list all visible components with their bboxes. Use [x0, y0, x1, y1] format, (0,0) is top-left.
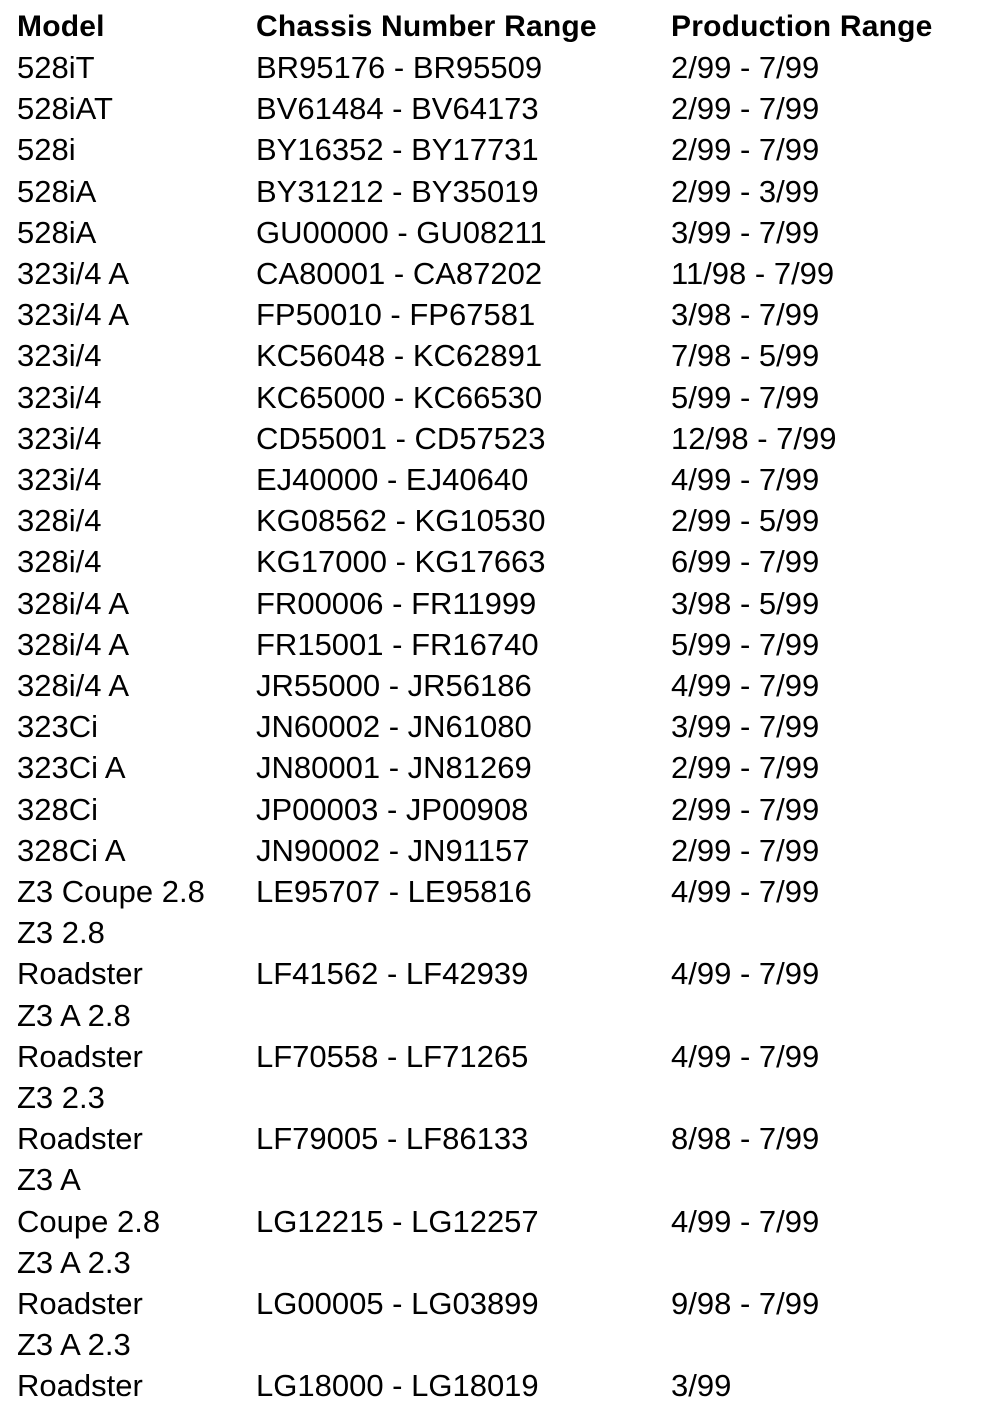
chassis-range-cell: KG17000 - KG17663 — [256, 544, 546, 579]
production-range-cell: 2/99 - 7/99 — [671, 50, 820, 85]
chassis-range-cell: GU00000 - GU08211 — [256, 215, 547, 250]
model-cell: 328i/4 — [17, 544, 102, 579]
table-row — [0, 253, 992, 294]
model-cell: 323i/4 — [17, 380, 102, 415]
chassis-range-cell: BY16352 - BY17731 — [256, 132, 539, 167]
model-cell: 528iA — [17, 174, 97, 209]
production-range-cell: 4/99 - 7/99 — [671, 1039, 820, 1074]
model-cell: Roadster — [17, 1368, 143, 1403]
production-range-cell: 4/99 - 7/99 — [671, 1204, 820, 1239]
table-row — [0, 1118, 992, 1159]
model-cell: Z3 A 2.3 — [17, 1327, 131, 1362]
table-header — [0, 6, 992, 47]
production-range-cell: 3/98 - 5/99 — [671, 586, 820, 621]
production-range-cell: 2/99 - 7/99 — [671, 91, 820, 126]
table-row — [0, 1159, 992, 1200]
production-range-cell: 3/99 — [671, 1368, 732, 1403]
production-range-cell: 3/98 - 7/99 — [671, 297, 820, 332]
chassis-range-cell: LF41562 - LF42939 — [256, 956, 529, 991]
production-range-cell: 7/98 - 5/99 — [671, 338, 820, 373]
table-row — [0, 665, 992, 706]
production-range-cell: 5/99 - 7/99 — [671, 627, 820, 662]
chassis-range-cell: JN60002 - JN61080 — [256, 709, 532, 744]
chassis-range-cell: BY31212 - BY35019 — [256, 174, 539, 209]
model-cell: 323i/4 — [17, 421, 102, 456]
model-cell: Z3 A 2.8 — [17, 998, 131, 1033]
table-row — [0, 1242, 992, 1283]
table-row — [0, 706, 992, 747]
model-cell: 323i/4 — [17, 338, 102, 373]
table-row — [0, 624, 992, 665]
table-row — [0, 789, 992, 830]
chassis-range-cell: BV61484 - BV64173 — [256, 91, 539, 126]
chassis-range-cell: JR55000 - JR56186 — [256, 668, 532, 703]
model-cell: 323i/4 — [17, 462, 102, 497]
model-cell: Z3 Coupe 2.8 — [17, 874, 205, 909]
model-cell: 328i/4 A — [17, 586, 130, 621]
chassis-range-cell: FR00006 - FR11999 — [256, 586, 537, 621]
chassis-range-cell: JN80001 - JN81269 — [256, 750, 532, 785]
model-cell: 528iA — [17, 215, 97, 250]
model-cell: 528i — [17, 132, 76, 167]
production-range-cell: 2/99 - 5/99 — [671, 503, 820, 538]
table-row — [0, 1365, 992, 1406]
chassis-range-cell: LG18000 - LG18019 — [256, 1368, 539, 1403]
table-row — [0, 459, 992, 500]
chassis-range-cell: LE95707 - LE95816 — [256, 874, 532, 909]
header-production-range: Production Range — [671, 10, 933, 43]
production-range-cell: 4/99 - 7/99 — [671, 462, 820, 497]
table-row — [0, 953, 992, 994]
model-cell: Roadster — [17, 1121, 143, 1156]
table-row — [0, 747, 992, 788]
production-range-cell: 2/99 - 7/99 — [671, 833, 820, 868]
chassis-range-cell: LF79005 - LF86133 — [256, 1121, 529, 1156]
production-range-cell: 2/99 - 3/99 — [671, 174, 820, 209]
model-cell: 323Ci A — [17, 750, 126, 785]
table-row — [0, 1077, 992, 1118]
production-range-cell: 12/98 - 7/99 — [671, 421, 837, 456]
model-cell: 528iT — [17, 50, 95, 85]
model-cell: 328i/4 — [17, 503, 102, 538]
model-cell: 328Ci A — [17, 833, 126, 868]
model-cell: 528iAT — [17, 91, 113, 126]
table-row — [0, 294, 992, 335]
chassis-range-cell: CA80001 - CA87202 — [256, 256, 543, 291]
table-row — [0, 500, 992, 541]
table-row — [0, 995, 992, 1036]
table-row — [0, 583, 992, 624]
production-range-cell: 3/99 - 7/99 — [671, 709, 820, 744]
production-range-cell: 6/99 - 7/99 — [671, 544, 820, 579]
model-cell: 323i/4 A — [17, 297, 130, 332]
production-range-cell: 4/99 - 7/99 — [671, 668, 820, 703]
chassis-range-cell: LG12215 - LG12257 — [256, 1204, 539, 1239]
table-row — [0, 1036, 992, 1077]
model-cell: Z3 A — [17, 1162, 81, 1197]
chassis-range-cell: KG08562 - KG10530 — [256, 503, 546, 538]
table-row — [0, 830, 992, 871]
production-range-cell: 9/98 - 7/99 — [671, 1286, 820, 1321]
table-row — [0, 912, 992, 953]
model-cell: 328i/4 A — [17, 627, 130, 662]
chassis-range-cell: BR95176 - BR95509 — [256, 50, 543, 85]
production-range-cell: 2/99 - 7/99 — [671, 132, 820, 167]
chassis-range-cell: LG00005 - LG03899 — [256, 1286, 539, 1321]
model-cell: 323i/4 A — [17, 256, 130, 291]
model-cell: Z3 2.3 — [17, 1080, 105, 1115]
chassis-range-cell: JN90002 - JN91157 — [256, 833, 530, 868]
chassis-range-cell: FR15001 - FR16740 — [256, 627, 539, 662]
table-row — [0, 418, 992, 459]
header-chassis-number-range: Chassis Number Range — [256, 10, 597, 43]
model-cell: Roadster — [17, 956, 143, 991]
table-row — [0, 335, 992, 376]
chassis-range-cell: KC65000 - KC66530 — [256, 380, 543, 415]
model-cell: Coupe 2.8 — [17, 1204, 161, 1239]
production-range-cell: 3/99 - 7/99 — [671, 215, 820, 250]
table-row — [0, 541, 992, 582]
model-cell: Z3 A 2.3 — [17, 1245, 131, 1280]
table-row — [0, 1324, 992, 1365]
model-cell: 328Ci — [17, 792, 98, 827]
table-row — [0, 377, 992, 418]
model-cell: Roadster — [17, 1039, 143, 1074]
table-row — [0, 1201, 992, 1242]
model-cell: Z3 2.8 — [17, 915, 105, 950]
table-row — [0, 129, 992, 170]
model-cell: 328i/4 A — [17, 668, 130, 703]
production-range-cell: 8/98 - 7/99 — [671, 1121, 820, 1156]
table-row — [0, 47, 992, 88]
table-row — [0, 871, 992, 912]
header-model: Model — [17, 10, 105, 43]
chassis-range-cell: EJ40000 - EJ40640 — [256, 462, 529, 497]
production-range-cell: 2/99 - 7/99 — [671, 750, 820, 785]
production-range-cell: 4/99 - 7/99 — [671, 956, 820, 991]
model-cell: 323Ci — [17, 709, 98, 744]
table-row — [0, 1283, 992, 1324]
production-range-cell: 4/99 - 7/99 — [671, 874, 820, 909]
model-cell: Roadster — [17, 1286, 143, 1321]
table-row — [0, 88, 992, 129]
production-range-cell: 11/98 - 7/99 — [671, 256, 835, 291]
chassis-range-cell: KC56048 - KC62891 — [256, 338, 543, 373]
table-row — [0, 212, 992, 253]
chassis-range-cell: CD55001 - CD57523 — [256, 421, 546, 456]
table-row — [0, 171, 992, 212]
chassis-range-cell: FP50010 - FP67581 — [256, 297, 536, 332]
chassis-range-cell: JP00003 - JP00908 — [256, 792, 529, 827]
chassis-range-cell: LF70558 - LF71265 — [256, 1039, 529, 1074]
production-range-cell: 2/99 - 7/99 — [671, 792, 820, 827]
production-range-cell: 5/99 - 7/99 — [671, 380, 820, 415]
